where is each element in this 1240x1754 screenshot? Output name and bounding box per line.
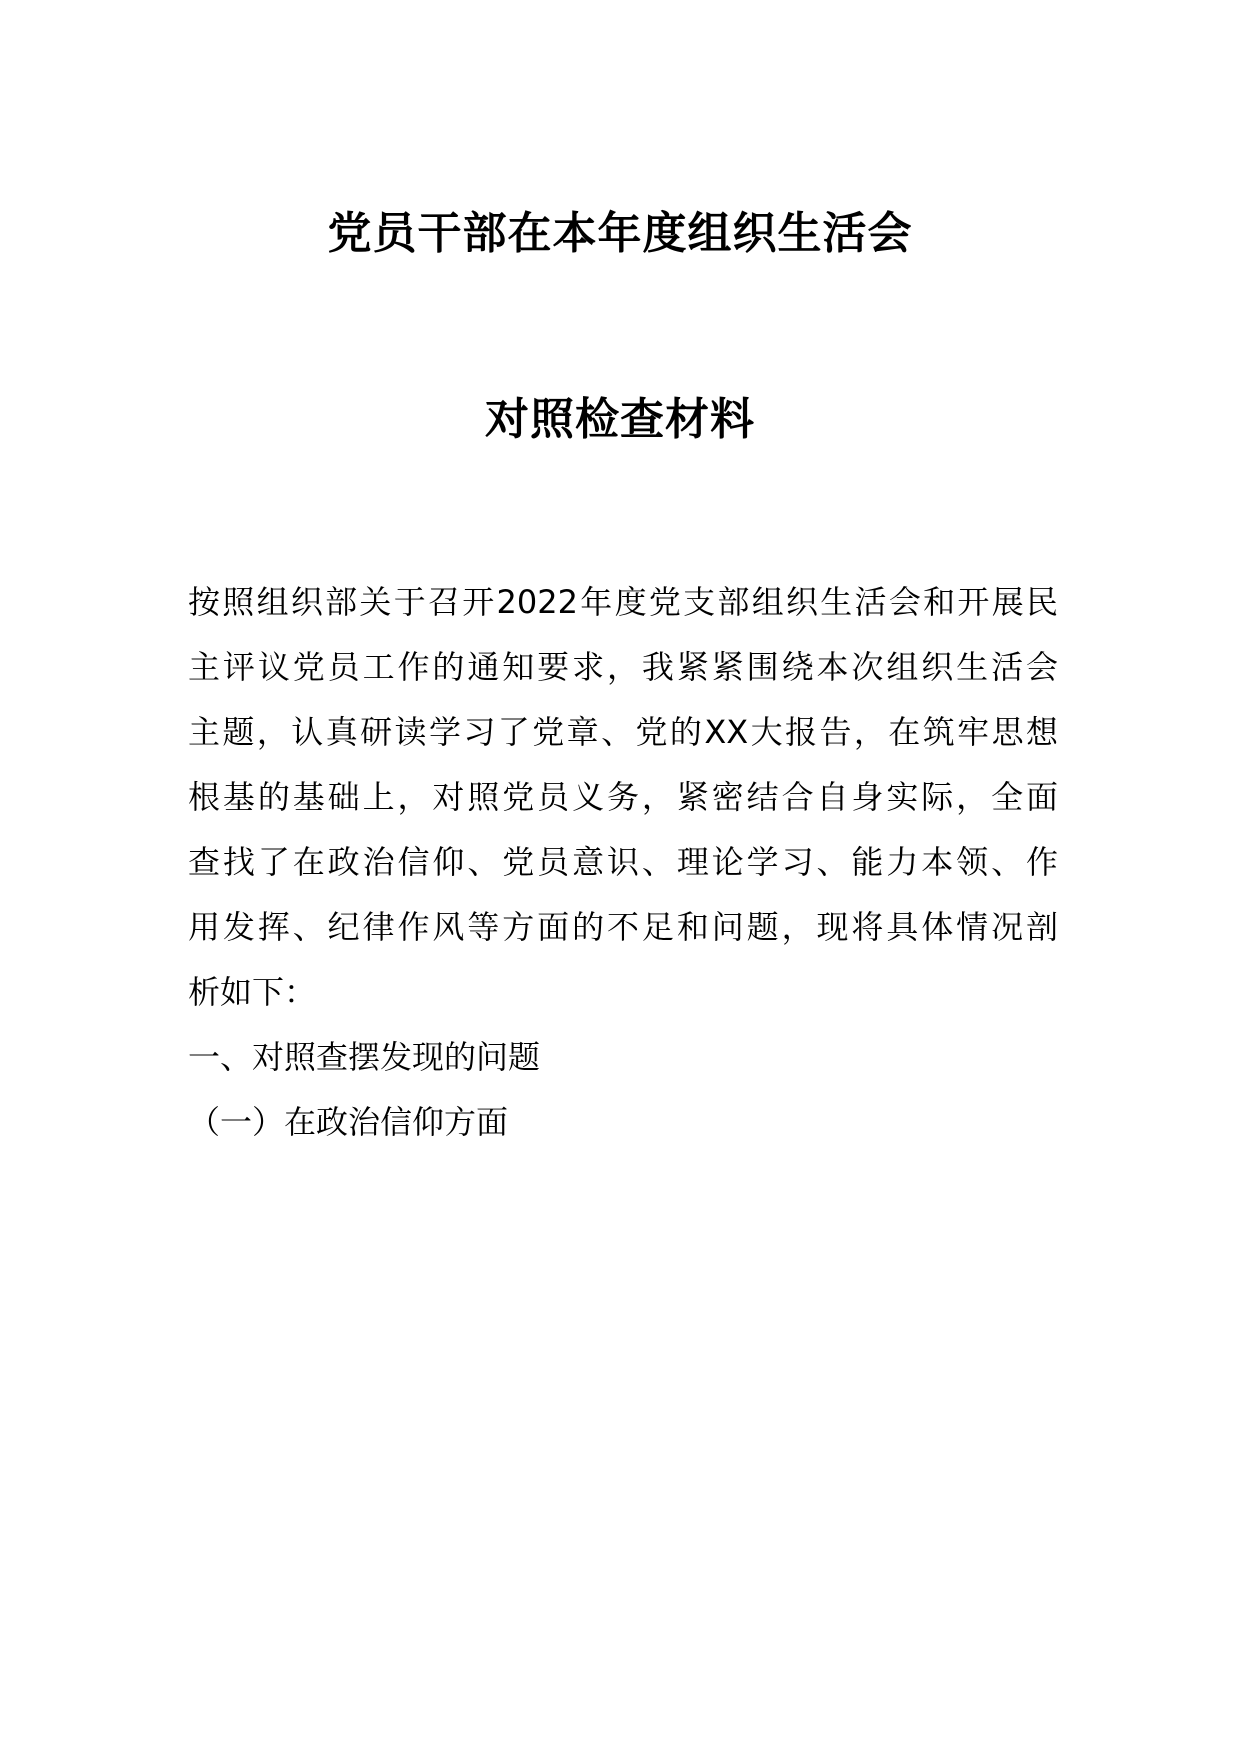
- intro-line: 主评议党员工作的通知要求，我紧紧围绕本次组织生活会: [188, 648, 1058, 686]
- intro-line: 析如下：: [188, 973, 317, 1011]
- intro-line: 用发挥、纪律作风等方面的不足和问题，现将具体情况剖: [188, 908, 1058, 946]
- section-heading: 一、对照查摆发现的问题: [188, 1038, 541, 1076]
- intro-line: 查找了在政治信仰、党员意识、理论学习、能力本领、作: [188, 843, 1058, 881]
- intro-line: 按照组织部关于召开2022年度党支部组织生活会和开展民: [188, 583, 1058, 621]
- document-title-line-1: 党员干部在本年度组织生活会: [327, 208, 913, 259]
- intro-line: 主题，认真研读学习了党章、党的XX大报告，在筑牢思想: [188, 713, 1058, 751]
- subsection-heading: （一）在政治信仰方面: [188, 1103, 509, 1141]
- document-title-line-2: 对照检查材料: [485, 394, 755, 445]
- intro-line: 根基的基础上，对照党员义务，紧密结合自身实际，全面: [188, 778, 1058, 816]
- intro-paragraph: [188, 570, 1058, 1025]
